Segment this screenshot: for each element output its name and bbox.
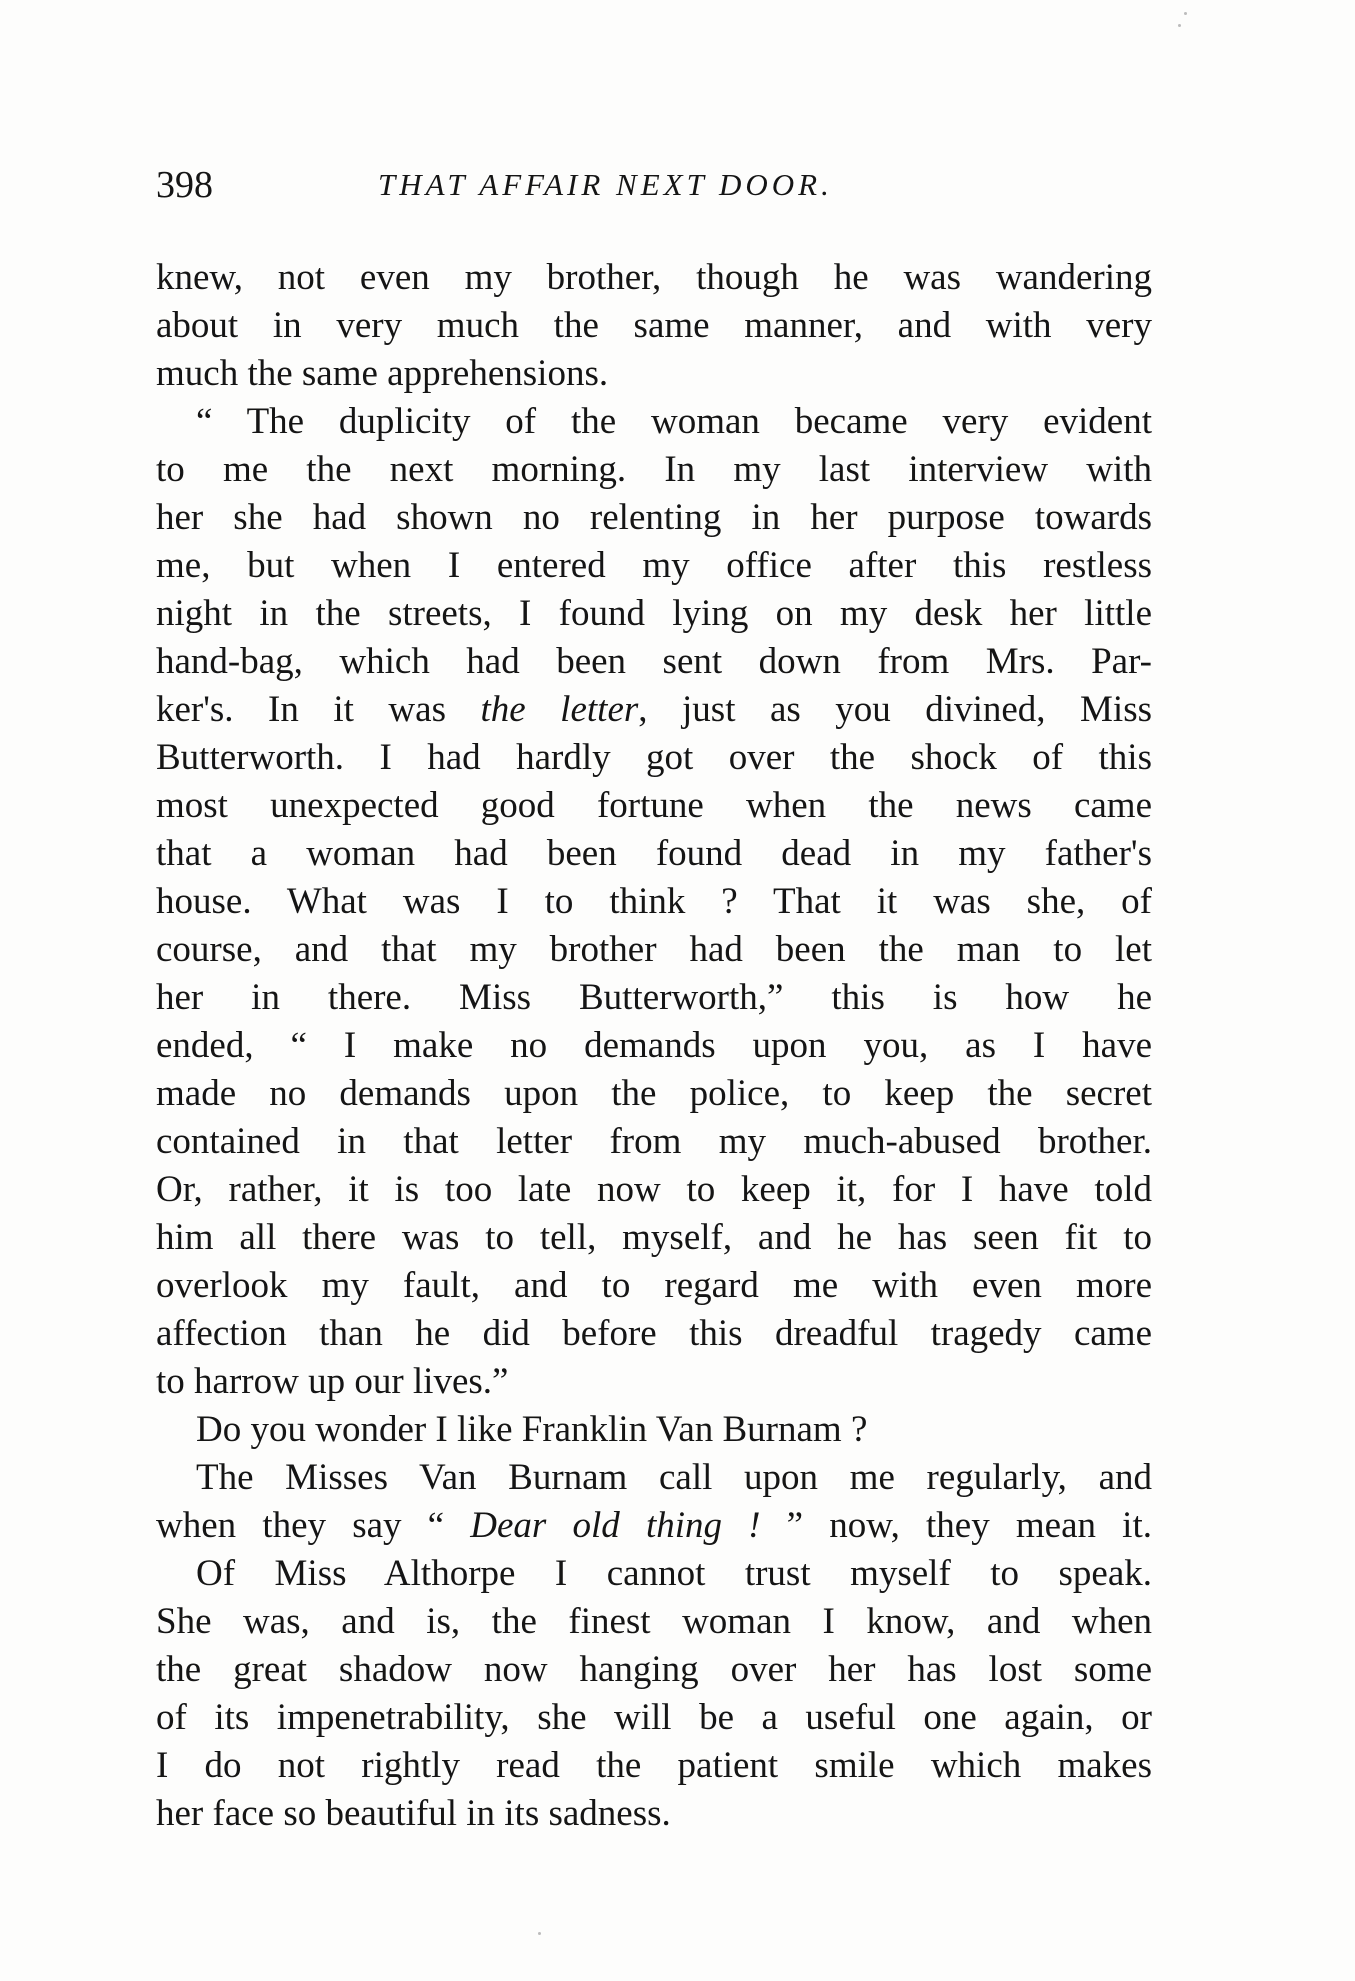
page-header <box>156 160 1156 210</box>
text-line <box>156 686 1152 734</box>
italic-phrase: the letter <box>480 689 639 730</box>
text-line: The Misses Van Burnam call upon me regularly, and <box>196 1457 1152 1498</box>
text-line: night in the streets, I found lying on my desk her little <box>156 593 1152 634</box>
text-line: Do you wonder I like Franklin Van Burnam ? <box>196 1409 868 1450</box>
text-line: course, and that my brother had been the man to let <box>156 929 1152 970</box>
text-line: She was, and is, the finest woman I know, and when <box>156 1601 1152 1642</box>
text-line: most unexpected good fortune when the news came <box>156 785 1152 826</box>
text-line: house. What was I to think ? That it was she, of <box>156 881 1152 922</box>
text-line: me, but when I entered my office after this restless <box>156 545 1152 586</box>
text-line: overlook my fault, and to regard me with even more <box>156 1265 1152 1306</box>
page-number: 398 <box>156 164 213 206</box>
text-line: “ The duplicity of the woman became very evident <box>196 401 1152 442</box>
text-line: much the same apprehensions. <box>156 353 609 394</box>
running-head: THAT AFFAIR NEXT DOOR. <box>378 167 833 202</box>
text-segment: , just as you divined, Miss <box>638 689 1153 730</box>
italic-phrase: Dear old thing ! <box>470 1505 761 1546</box>
text-line: contained in that letter from my much-abused brother. <box>156 1121 1152 1162</box>
text-line: her in there. Miss Butterworth,” this is how he <box>156 977 1152 1018</box>
text-line: Butterworth. I had hardly got over the shock of this <box>156 737 1152 778</box>
paper-speck <box>538 1932 541 1935</box>
text-line <box>156 1502 1152 1550</box>
text-line: to harrow up our lives.” <box>156 1361 509 1402</box>
text-line: of its impenetrability, she will be a useful one again, or <box>156 1697 1152 1738</box>
text-line: Or, rather, it is too late now to keep it, for I have told <box>156 1169 1152 1210</box>
text-line: him all there was to tell, myself, and he has seen fit to <box>156 1217 1152 1258</box>
text-line: made no demands upon the police, to keep the secret <box>156 1073 1152 1114</box>
text-line: hand-bag, which had been sent down from Mrs. Par- <box>156 641 1152 682</box>
text-line: to me the next morning. In my last interview with <box>156 449 1152 490</box>
text-line: Of Miss Althorpe I cannot trust myself to speak. <box>196 1553 1152 1594</box>
text-line: that a woman had been found dead in my father's <box>156 833 1152 874</box>
paper-speck <box>1178 24 1181 27</box>
text-line: her she had shown no relenting in her purpose towards <box>156 497 1152 538</box>
body-text <box>156 254 1152 1838</box>
text-line: I do not rightly read the patient smile which makes <box>156 1745 1152 1786</box>
text-segment: ker's. In it was <box>156 689 481 730</box>
text-segment: ” now, they mean it. <box>760 1505 1152 1546</box>
text-line: the great shadow now hanging over her has lost some <box>156 1649 1152 1690</box>
text-line: knew, not even my brother, though he was wandering <box>156 257 1152 298</box>
text-line: ended, “ I make no demands upon you, as I have <box>156 1025 1152 1066</box>
text-line: her face so beautiful in its sadness. <box>156 1793 671 1834</box>
text-line: affection than he did before this dreadful tragedy came <box>156 1313 1152 1354</box>
paper-speck <box>1184 12 1187 15</box>
text-segment: when they say “ <box>156 1505 471 1546</box>
text-line: about in very much the same manner, and with very <box>156 305 1152 346</box>
